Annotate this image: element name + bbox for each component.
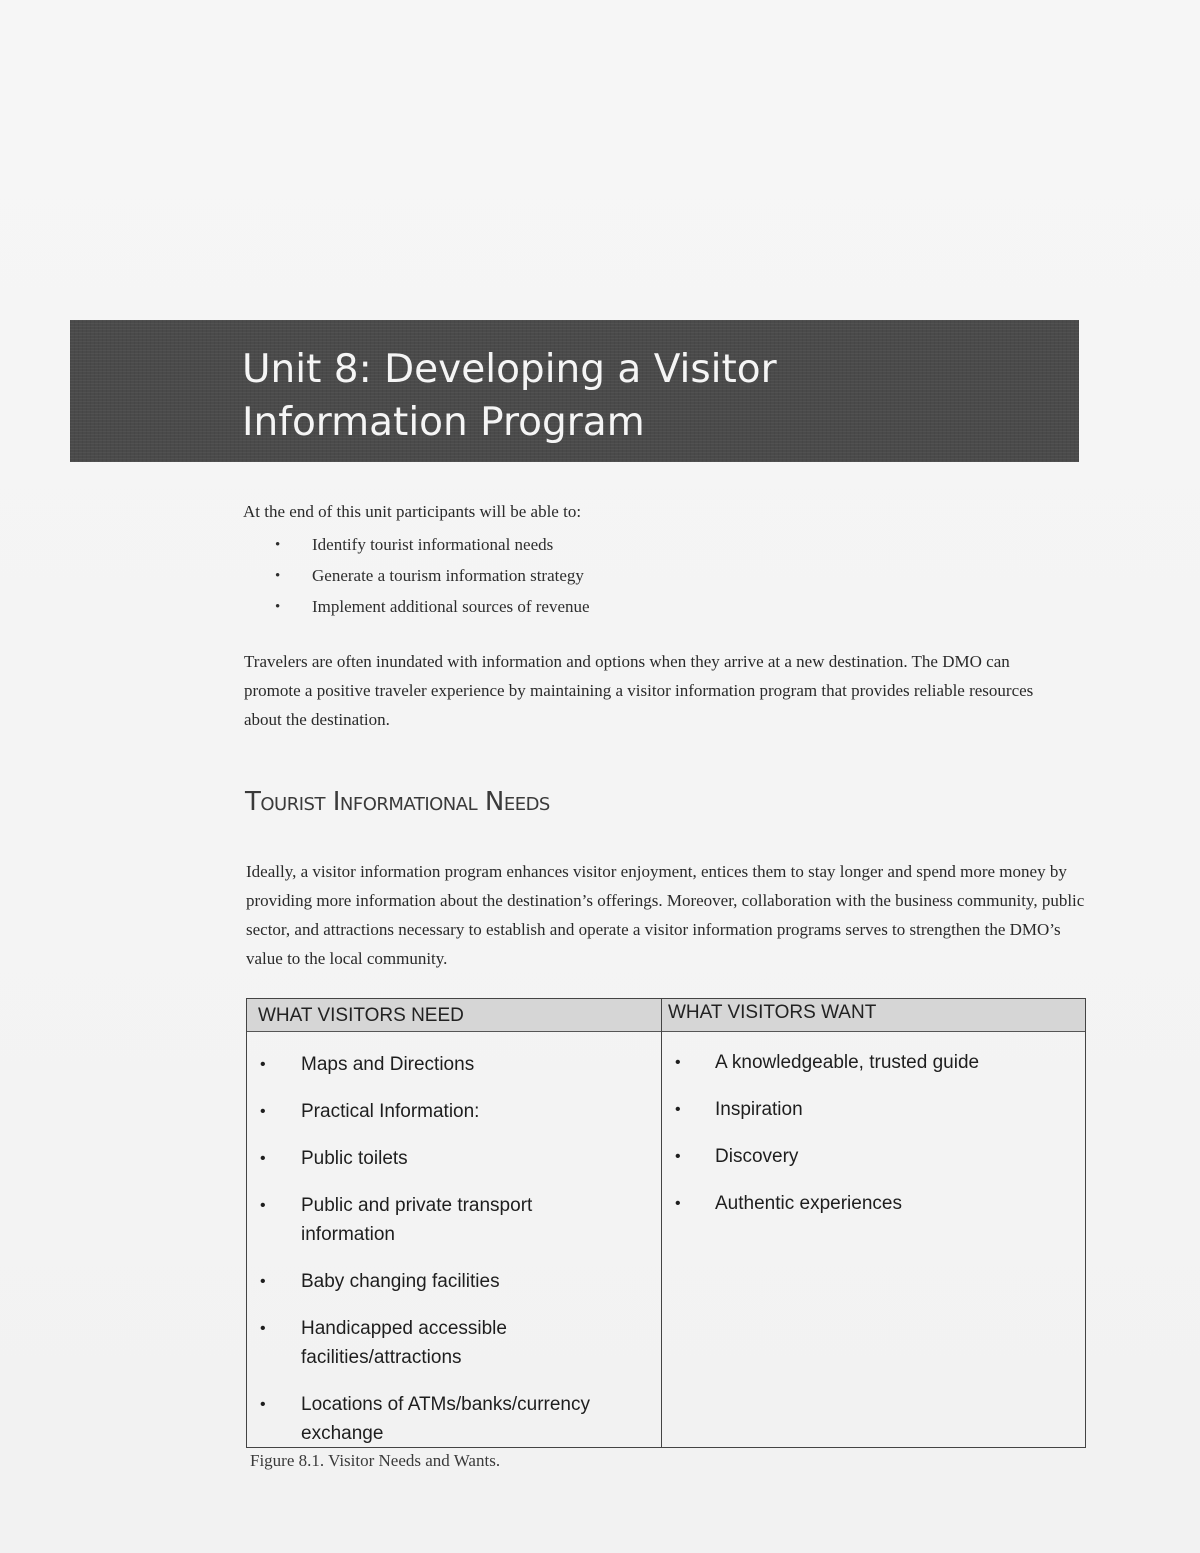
needs-item-text: Locations of ATMs/banks/currency exchange [301,1394,590,1444]
needs-list [247,1032,661,1448]
bullet-icon: • [675,1054,681,1071]
unit-title-line1: Unit 8: Developing a Visitor [242,347,777,392]
needs-item-text: Handicapped accessible facilities/attractions [301,1318,507,1368]
wants-list [662,1032,1085,1218]
objective-item [275,532,590,563]
needs-item [247,1314,661,1372]
bullet-icon: • [675,1148,681,1165]
needs-item-text: Maps and Directions [301,1054,475,1075]
wants-column [662,999,1085,1447]
figure-caption: Figure 8.1. Visitor Needs and Wants. [250,1451,501,1470]
objective-text: Implement additional sources of revenue [312,597,590,616]
bullet-icon: • [260,1056,266,1073]
wants-item-text: Discovery [715,1146,799,1167]
wants-item-text: Authentic experiences [715,1193,902,1214]
wants-item [662,1189,1085,1218]
unit-title-line2: Information Program [242,400,645,445]
section-heading: Tourist Informational Needs [245,787,550,817]
wants-column-header: WHAT VISITORS WANT [662,999,1085,1032]
bullet-icon: • [675,1195,681,1212]
objective-text: Identify tourist informational needs [312,535,554,554]
objective-item [275,563,590,594]
objective-item [275,594,590,625]
bullet-icon: • [260,1320,266,1337]
wants-item [662,1048,1085,1077]
needs-item [247,1144,661,1173]
intro-paragraph: Travelers are often inundated with information and options when they arrive at a new destination. The DMO can promote a positive traveler experience by maintaining a visitor information program that provides reliable resources about the destination. [244,652,1034,729]
wants-item-text: A knowledgeable, trusted guide [715,1052,980,1073]
wants-item-text: Inspiration [715,1099,803,1120]
bullet-icon: • [260,1103,266,1120]
bullet-icon: • [260,1150,266,1167]
bullet-icon: • [275,599,281,615]
needs-wants-table [246,998,1086,1448]
needs-item-text: Baby changing facilities [301,1271,500,1292]
bullet-icon: • [260,1197,266,1214]
bullet-icon: • [260,1396,266,1413]
objectives-intro: At the end of this unit participants will be able to: [243,502,582,521]
needs-item [247,1191,661,1249]
wants-item [662,1142,1085,1171]
objective-text: Generate a tourism information strategy [312,566,584,585]
bullet-icon: • [275,568,281,584]
objectives-list [275,532,590,625]
needs-item-text: Public and private transport information [301,1195,533,1245]
body-paragraph: Ideally, a visitor information program enhances visitor enjoyment, entices them to stay longer and spend more money by providing more information about the destination’s offerings. Moreover, collaboration with the business community, public sector, and attractions necessary to establish and operate a visitor information programs serves to strengthen the DMO’s value to the local community. [246,862,1085,968]
needs-item [247,1390,661,1448]
needs-item-text: Practical Information: [301,1101,480,1122]
needs-item [247,1267,661,1296]
wants-item [662,1095,1085,1124]
needs-item [247,1050,661,1079]
needs-item-text: Public toilets [301,1148,408,1169]
needs-column [247,999,662,1447]
needs-column-header: WHAT VISITORS NEED [247,999,661,1032]
bullet-icon: • [675,1101,681,1118]
bullet-icon: • [260,1273,266,1290]
bullet-icon: • [275,537,281,553]
unit-title [242,343,942,449]
needs-item [247,1097,661,1126]
